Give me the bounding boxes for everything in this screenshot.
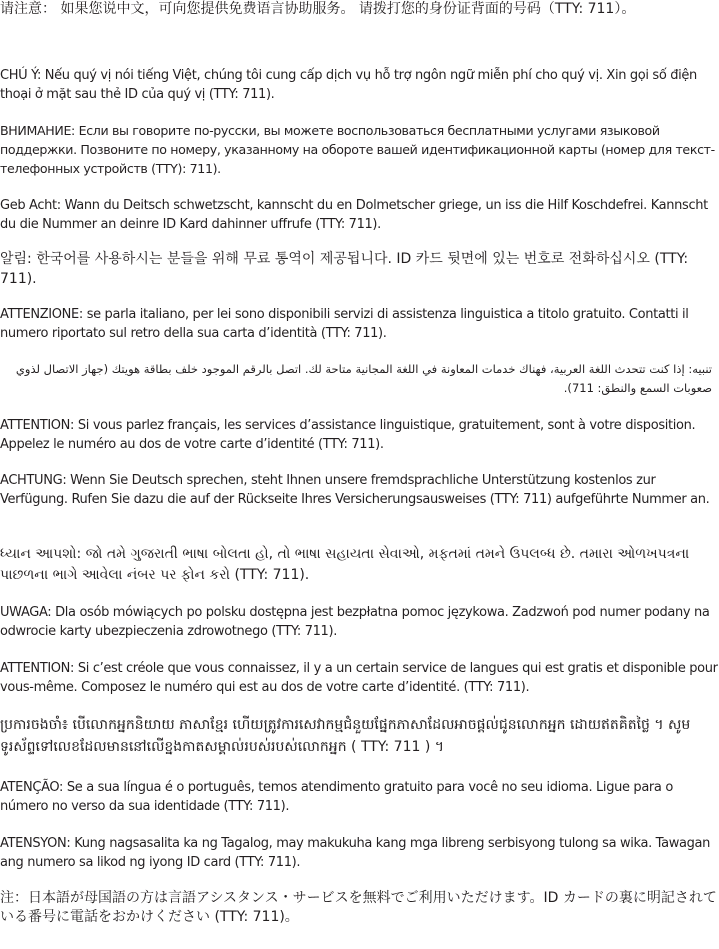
notice-vietnamese: CHÚ Ý: Nếu quý vị nói tiếng Việt, chúng tôi cung cấp dịch vụ hỗ trợ ngôn ngữ miễn phí cho quý vị. Xin gọi số điện thoại ở mặt sau thẻ ID của quý vị (TTY: 711). [0,68,697,102]
notice-khmer: ប្រការចងចាំ៖ បើលោកអ្នកនិយាយ ភាសាខ្មែរ ហើយត្រូវការសេវាកម្មជំនួយផ្នែកភាសាដែលអាចផ្តល់ជូនលោកអ្នក ដោយឥតគិតថ្លៃ ។ សូមទូរស័ព្ទទៅលេខដែលមាននៅលើខ្នងកាតសម្គាល់របស់របស់លោកអ្នក ( TTY: 711 ) ។ [0,717,691,755]
notice-korean: 알림: 한국어를 사용하시는 분들을 위해 무료 통역이 제공됩니다. ID 카드 뒷면에 있는 번호로 전화하십시오 (TTY: 711). [0,251,689,287]
notice-italian: ATTENZIONE: se parla italiano, per lei sono disponibili servizi di assistenza linguistica a titolo gratuito. Contatti il numero riportato sul retro della sua carta d’identità (TTY: 711). [0,307,689,341]
notice-japanese: 注：日本語が母国語の方は言語アシスタンス・サービスを無料でご利用いただけます。ID カードの裏に明記されている番号に電話をおかけください (TTY: 711)。 [0,890,717,925]
notice-portuguese: ATENÇÃO: Se a sua língua é o português, temos atendimento gratuito para você no seu idioma. Ligue para o número no verso da sua identidade (TTY: 711). [0,780,673,814]
notice-polish: UWAGA: Dla osób mówiących po polsku dostępna jest bezpłatna pomoc językowa. Zadzwoń pod numer podany na odwrocie karty ubezpieczenia zdrowotnego (TTY: 711). [0,605,710,639]
notice-pennsylvania-dutch: Geb Acht: Wann du Deitsch schwetzscht, kannscht du en Dolmetscher griege, un iss die Hilf Koschdefrei. Kannscht du die Nummer an deinre ID Kard dahinner uffrufe (TTY: 711). [0,198,708,232]
notice-german: ACHTUNG: Wenn Sie Deutsch sprechen, steht Ihnen unsere fremdsprachliche Unterstützung kostenlos zur Verfügung. Rufen Sie dazu die auf der Rückseite Ihres Versicherungsausweises (TTY: 711) aufgeführte Nummer an. [0,473,710,507]
notice-tagalog: ATENSYON: Kung nagsasalita ka ng Tagalog, may makukuha kang mga libreng serbisyong tulong sa wika. Tawagan ang numero sa likod ng iyong ID card (TTY: 711). [0,836,711,870]
notice-arabic: تنبيه: إذا كنت تتحدث اللغة العربية، فهناك خدمات المعاونة في اللغة المجانية متاحة لك. اتصل بالرقم الموجود خلف بطاقة هويتك (جهاز الاتصال لذوي صعوبات السمع والنطق: 711). [15,362,712,395]
notice-gujarati: ધ્યાન આપશો: જો તમે ગુજરાતી ભાષા બોલતા હો, તો ભાષા સહાયતા સેવાઓ, મફતમાં તમને ઉપલબ્ધ છે. તમારા ઓળખપત્રના પાછળના ભાગે આવેલા નંબર પર ફોન કરો (TTY: 711). [0,546,690,583]
notice-haitian-creole: ATTENTION: Si c’est créole que vous connaissez, il y a un certain service de langues qui est gratis et disponible pour vous-même. Composez le numéro qui est au dos de votre carte d’identité. (TTY: 711). [0,661,718,695]
notice-french: ATTENTION: Si vous parlez français, les services d’assistance linguistique, gratuitement, sont à votre disposition. Appelez le numéro au dos de votre carte d’identité (TTY: 711). [0,418,696,452]
notice-russian: ВНИМАНИЕ: Если вы говорите по-русски, вы можете воспользоваться бесплатными услугами языковой поддержки. Позвоните по номеру, указанному на обороте вашей идентификационной карты (номер для текст-телефонных устройств (TTY): 711). [0,123,715,176]
notice-chinese: 请注意： 如果您说中文，可向您提供免费语言协助服务。 请拨打您的身份证背面的号码（TTY: 711）。 [0,1,636,17]
